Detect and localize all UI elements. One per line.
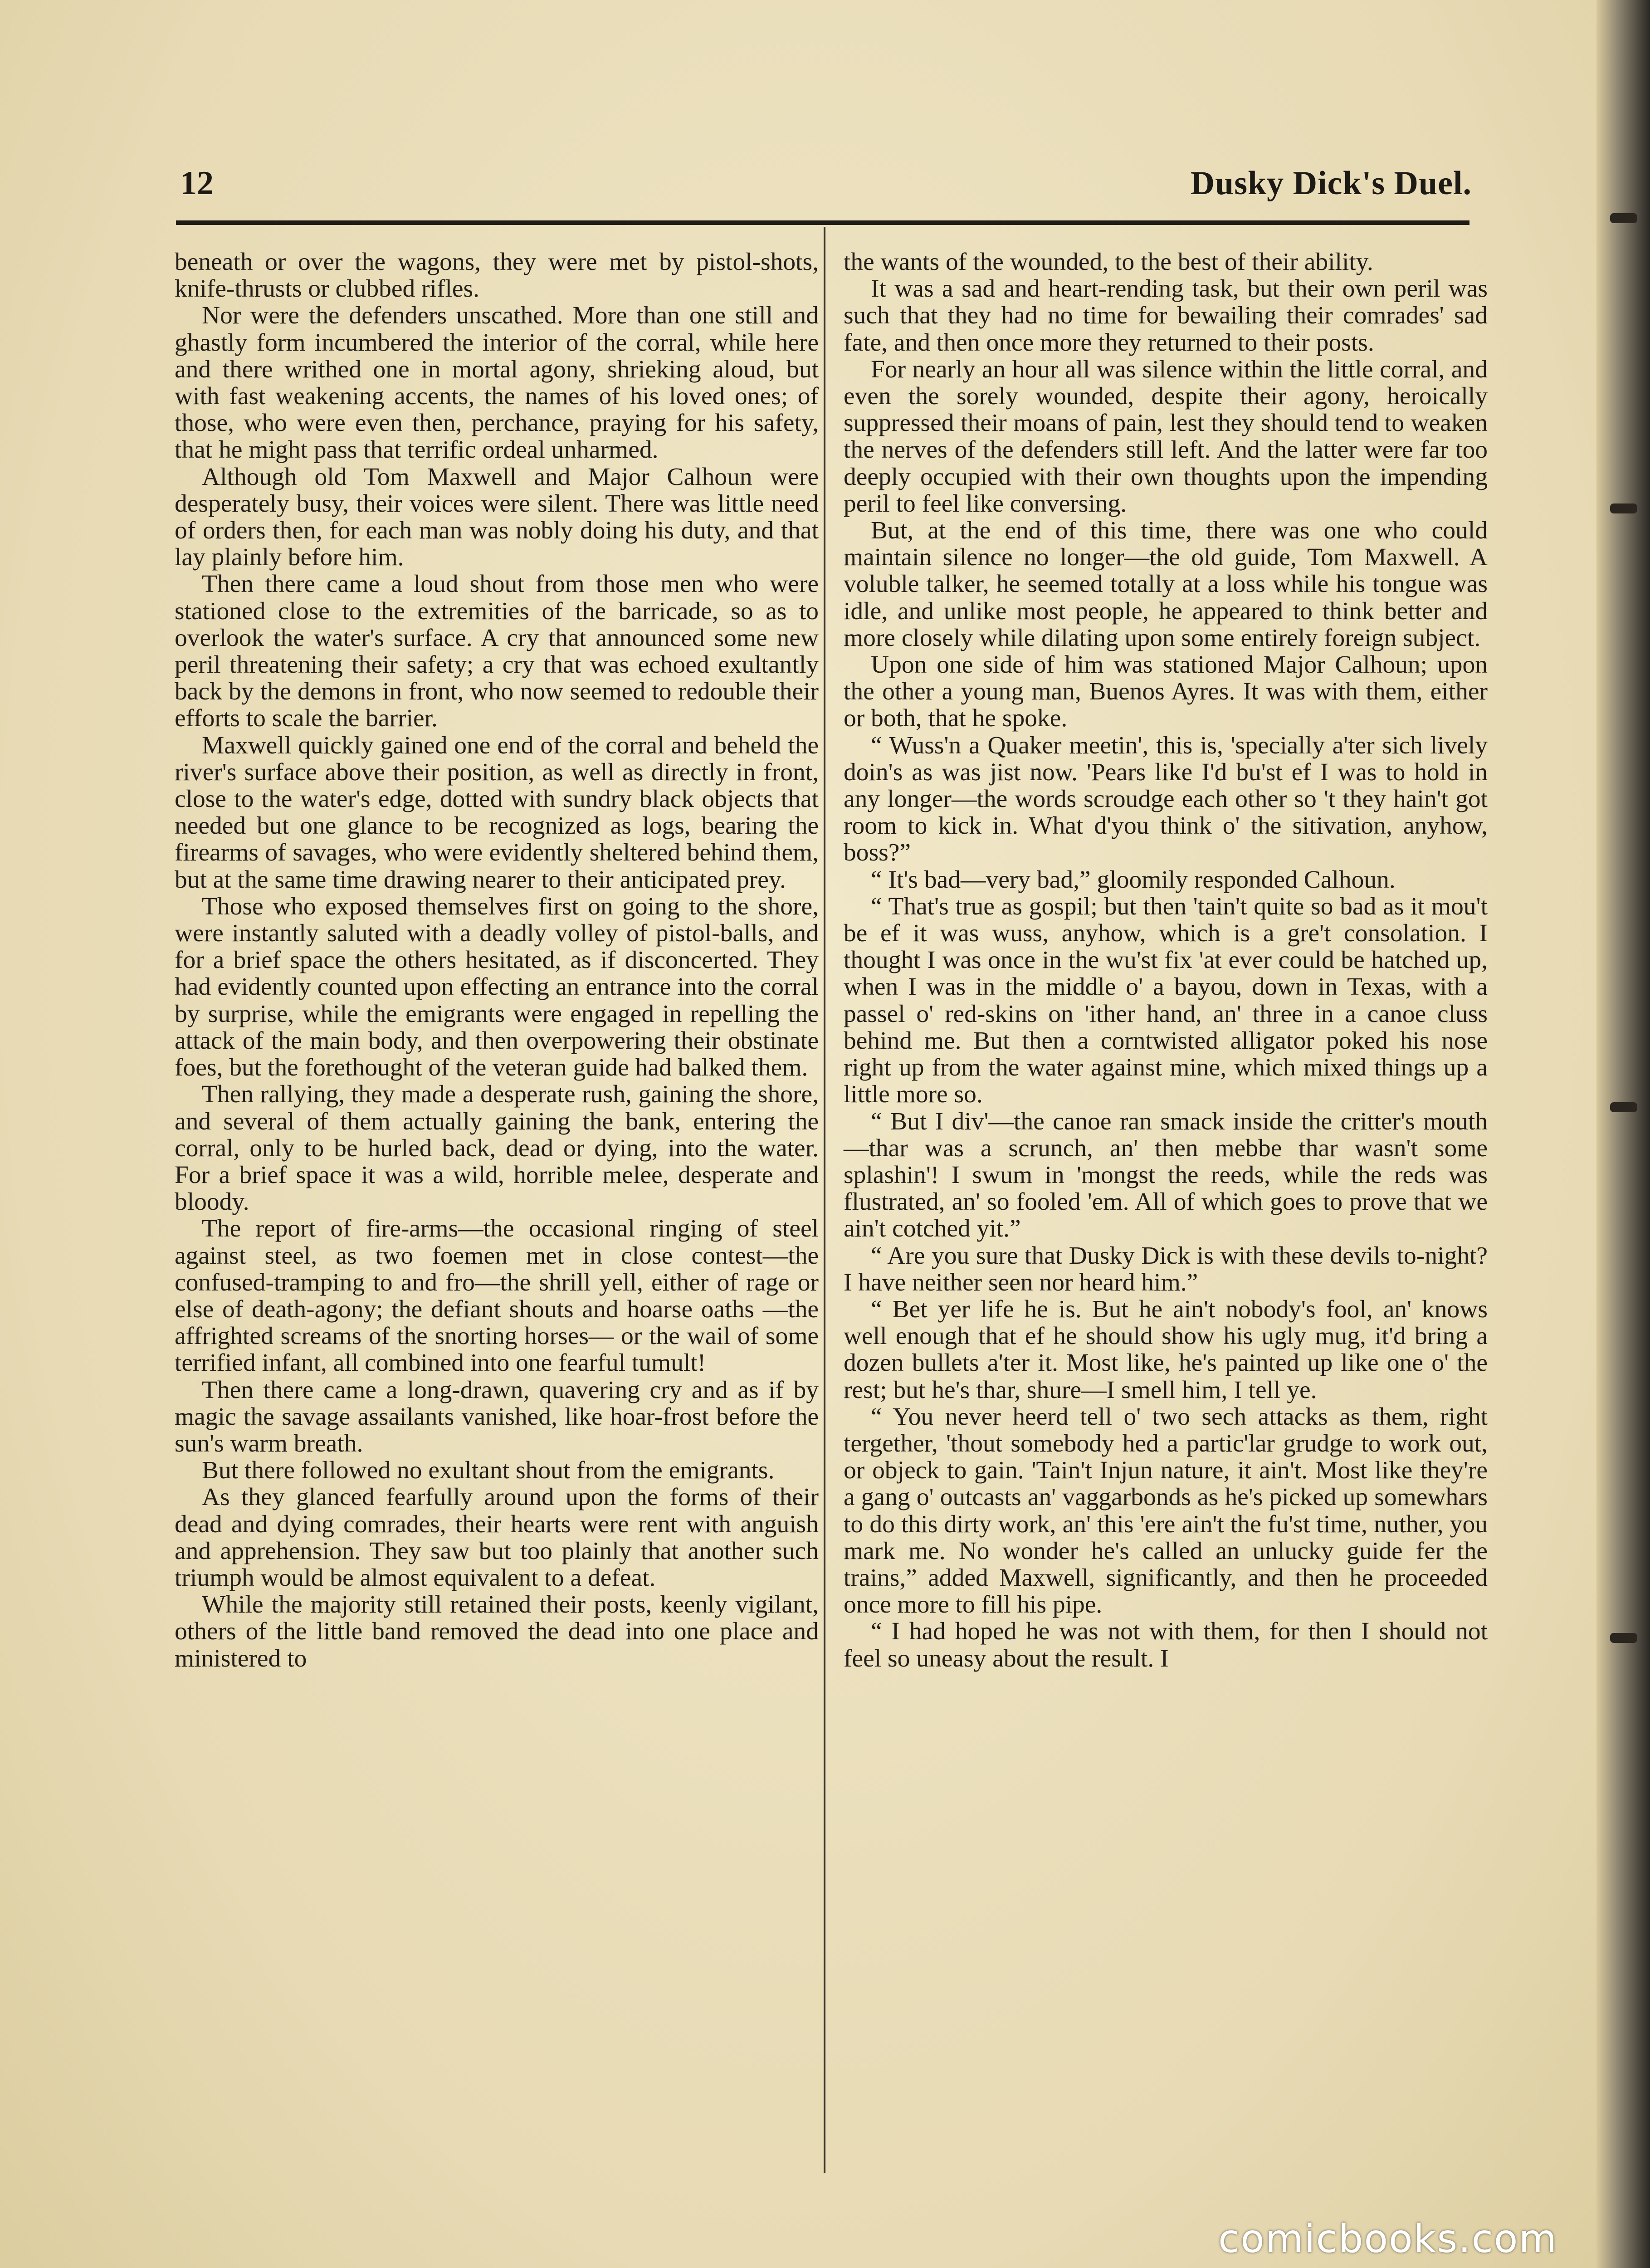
paragraph: “ You never heerd tell o' two sech attacks as them, right tergether, 'thout somebody hed a partic'lar grudge to work out, or objeck to gain. 'Tain't Injun nature, it ain't. Most like they're a gang o' outcasts an' vaggarbonds as he's picked up somewhars to do this dirty work, an' this 'ere ain't the fu'st time, nuther, you mark me. No wonder he's called an unlucky guide fer the trains,” added Maxwell, significantly, and then he proceeded once more to fill his pipe. [844, 1403, 1488, 1619]
paragraph: “ I had hoped he was not with them, for then I should not feel so uneasy about the result. I [844, 1618, 1488, 1672]
paragraph: Then there came a long-drawn, quavering cry and as if by magic the savage assailants vanished, like hoar-frost before the sun's warm breath. [175, 1376, 819, 1457]
right-column [844, 249, 1488, 2181]
paragraph: Those who exposed themselves first on going to the shore, were instantly saluted with a deadly volley of pistol-balls, and for a brief space the others hesitated, as if disconcerted. They had evidently counted upon effecting an entrance into the corral by surprise, while the emigrants were engaged in repelling the attack of the main body, and then overpowering their obstinate foes, but the forethought of the veteran guide had balked them. [175, 892, 819, 1082]
page-header [175, 164, 1472, 214]
binding-mark [1610, 1633, 1637, 1643]
paragraph: “ That's true as gospil; but then 'tain't quite so bad as it mou't be ef it was wuss, anyhow, which is a gre't consolation. I thought I was once in the wu'st fix 'at ever could be hatched up, when I was in the middle o' a bayou, down in Texas, with a passel o' red-skins on 'ither hand, an' three in a canoe cluss behind me. But then a corntwisted alligator poked his nose right up from the water against mine, which mixed things up a little more so. [844, 892, 1488, 1109]
paragraph: the wants of the wounded, to the best of their ability. [844, 248, 1373, 276]
binding-edge [1596, 0, 1650, 2268]
paragraph: “ Bet yer life he is. But he ain't nobody's fool, an' knows well enough that ef he should show his ugly mug, it'd bring a dozen bullets a'ter it. Most like, he's painted up like one o' the rest; but he's thar, shure—I smell him, I tell ye. [844, 1295, 1488, 1404]
paragraph: Then there came a loud shout from those men who were stationed close to the extremities of the barricade, so as to overlook the water's surface. A cry that announced some new peril threatening their safety; a cry that was echoed exultantly back by the demons in front, who now seemed to redouble their efforts to scale the barrier. [175, 570, 819, 733]
paragraph: It was a sad and heart-rending task, but their own peril was such that they had no time for bewailing their comrades' sad fate, and then once more they returned to their posts. [844, 275, 1488, 357]
binding-mark [1610, 503, 1637, 513]
binding-mark [1610, 1102, 1637, 1112]
watermark-text: comicbooks.com [1218, 2216, 1558, 2262]
paragraph: While the majority still retained their posts, keenly vigilant, others of the little band removed the dead into one place and ministered to [175, 1591, 819, 1672]
header-rule [176, 220, 1469, 225]
paragraph: “ It's bad—very bad,” gloomily responded Calhoun. [871, 865, 1396, 894]
paragraph: Although old Tom Maxwell and Major Calhoun were desperately busy, their voices were silent. There was little need of orders then, for each man was nobly doing his duty, and that lay plainly before him. [175, 463, 819, 572]
paragraph: For nearly an hour all was silence within the little corral, and even the sorely wounded, despite their agony, heroically suppressed their moans of pain, lest they should tend to weaken the nerves of the defenders still left. And the latter were far too deeply occupied with their own thoughts upon the impending peril to feel like conversing. [844, 355, 1488, 518]
running-title: Dusky Dick's Duel. [1190, 165, 1472, 202]
paragraph: “ Are you sure that Dusky Dick is with these devils to-night? I have neither seen nor heard him.” [844, 1242, 1488, 1296]
paragraph: Nor were the defenders unscathed. More than one still and ghastly form incumbered the interior of the corral, while here and there writhed one in mortal agony, shrieking aloud, but with fast weakening accents, the names of his loved ones; of those, who were even then, perchance, praying for his safety, that he might pass that terrific ordeal unharmed. [175, 302, 819, 464]
paragraph: As they glanced fearfully around upon the forms of their dead and dying comrades, their hearts were rent with anguish and apprehension. They saw but too plainly that another such triumph would be almost equivalent to a defeat. [175, 1483, 819, 1592]
paragraph: Then rallying, they made a desperate rush, gaining the shore, and several of them actually gaining the bank, entering the corral, only to be hurled back, dead or dying, into the water. For a brief space it was a wild, horrible melee, desperate and bloody. [175, 1080, 819, 1216]
left-column [175, 249, 819, 2181]
page-number: 12 [180, 165, 214, 202]
paragraph: Maxwell quickly gained one end of the corral and beheld the river's surface above their position, as well as directly in front, close to the water's edge, dotted with sundry black objects that needed but one glance to be recognized as logs, bearing the firearms of savages, who were evidently sheltered behind them, but at the same time drawing nearer to their anticipated prey. [175, 731, 819, 894]
paragraph: The report of fire-arms—the occasional ringing of steel against steel, as two foemen met in close contest—the confused-tramping to and fro—the shrill yell, either of rage or else of death-agony; the defiant shouts and hoarse oaths —the affrighted screams of the snorting horses— or the wail of some terrified infant, all combined into one fearful tumult! [175, 1215, 819, 1377]
paragraph: beneath or over the wagons, they were met by pistol-shots, knife-thrusts or clubbed rifles. [175, 248, 819, 303]
column-divider [824, 227, 825, 2173]
paragraph: But, at the end of this time, there was one who could maintain silence no longer—the old guide, Tom Maxwell. A voluble talker, he seemed totally at a loss while his tongue was idle, and unlike most people, he appeared to think better and more closely while dilating upon some entirely foreign subject. [844, 517, 1488, 652]
paragraph: Upon one side of him was stationed Major Calhoun; upon the other a young man, Buenos Ayres. It was with them, either or both, that he spoke. [844, 651, 1488, 733]
paragraph: “ But I div'—the canoe ran smack inside the critter's mouth—thar was a scrunch, an' then mebbe thar wasn't some splashin'! I swum in 'mongst the reeds, while the reds was flustrated, an' so fooled 'em. All of which goes to prove that we ain't cotched yit.” [844, 1107, 1488, 1243]
paragraph: But there followed no exultant shout from the emigrants. [202, 1457, 775, 1485]
paragraph: “ Wuss'n a Quaker meetin', this is, 'specially a'ter sich lively doin's as was jist now. 'Pears like I'd bu'st ef I was to hold in any longer—the words scroudge each other so 't they hain't got room to kick in. What d'you think o' the sitivation, anyhow, boss?” [844, 731, 1488, 867]
binding-mark [1610, 213, 1637, 223]
